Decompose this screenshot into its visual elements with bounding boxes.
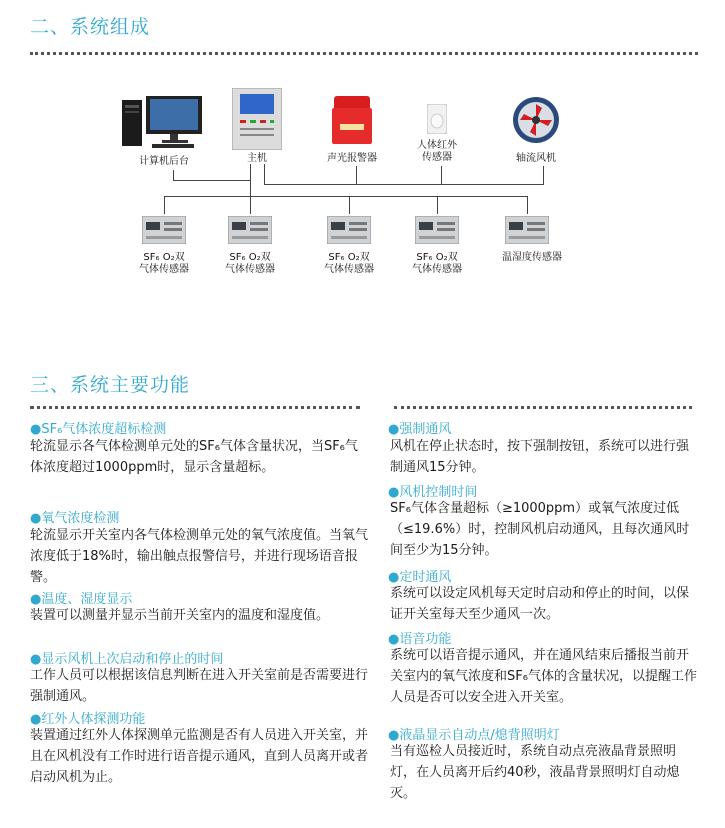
feature-body: 系统可以语音提示通风，并在通风结束后播报当前开关室内的氧气浓度和SF₆气体的含量状况，以提醒工作人员是否可以安全进入开关室。 <box>390 648 697 705</box>
connector-line <box>250 164 251 196</box>
feature-title: ●语音功能 <box>388 632 452 647</box>
section-title-main-functions: 三、系统主要功能 <box>30 374 191 396</box>
section-divider <box>30 52 698 55</box>
feature-title: ●氧气浓度检测 <box>30 511 120 526</box>
feature-body: 风机在停止状态时，按下强制按钮，系统可以进行强制通风15分钟。 <box>390 439 690 475</box>
feature-body: 轮流显示各气体检测单元处的SF₆气体含量状况，当SF₆气体浓度超过1000ppm时，显示含量超标。 <box>30 439 358 475</box>
gas-sensor-icon <box>327 216 371 244</box>
connector-line <box>264 184 544 185</box>
device-label: 温湿度传感器 <box>502 252 562 263</box>
device-label: 轴流风机 <box>516 153 556 164</box>
connector-line <box>164 196 165 214</box>
feature-body: 装置可以测量并显示当前开关室内的温度和湿度值。 <box>30 608 330 623</box>
feature-body: 装置通过红外人体探测单元监测是否有人员进入开关室，并且在风机没有工作时进行语音提示通风，直到人员离开或者启动风机为止。 <box>30 728 369 785</box>
connector-line <box>356 166 357 184</box>
main-unit-icon <box>232 88 282 150</box>
feature-title: ●定时通风 <box>388 570 452 585</box>
feature-title: ●显示风机上次启动和停止的时间 <box>30 652 224 667</box>
device-label: 声光报警器 <box>327 153 377 164</box>
connector-line <box>173 180 250 181</box>
feature-title: ●液晶显示自动点/熄背照明灯 <box>388 728 560 743</box>
device-label: SF₆ O₂双 气体传感器 <box>139 252 189 275</box>
device-label: SF₆ O₂双 气体传感器 <box>225 252 275 275</box>
connector-line <box>527 196 528 214</box>
connector-line <box>164 196 528 197</box>
connector-line <box>543 166 544 184</box>
fan-icon <box>512 96 560 144</box>
feature-body: 系统可以设定风机每天定时启动和停止的时间，以保证开关室每天至少通风一次。 <box>390 586 690 622</box>
alarm-icon <box>332 96 372 144</box>
computer-icon <box>122 96 206 150</box>
connector-line <box>349 196 350 214</box>
gas-sensor-icon <box>415 216 459 244</box>
connector-line <box>250 196 251 214</box>
device-label: SF₆ O₂双 气体传感器 <box>412 252 462 275</box>
pir-sensor-icon <box>427 104 447 134</box>
connector-line <box>264 164 265 184</box>
connector-line <box>437 196 438 214</box>
feature-title: ●风机控制时间 <box>388 485 478 500</box>
feature-title: ●SF₆气体浓度超标检测 <box>30 422 167 437</box>
device-label: 计算机后台 <box>139 156 189 167</box>
feature-title: ●温度、湿度显示 <box>30 592 133 607</box>
gas-sensor-icon <box>142 216 186 244</box>
connector-line <box>173 170 174 180</box>
gas-sensor-icon <box>228 216 272 244</box>
feature-body: SF₆气体含量超标（≥1000ppm）或氧气浓度过低（≤19.6%）时，控制风机启动通风，且每次通风时间至少为15分钟。 <box>390 501 690 558</box>
device-label: 主机 <box>247 153 267 164</box>
device-label: SF₆ O₂双 气体传感器 <box>324 252 374 275</box>
temp-humidity-sensor-icon <box>505 216 549 244</box>
section-title-system-composition: 二、系统组成 <box>30 16 151 38</box>
feature-body: 轮流显示开关室内各气体检测单元处的氧气浓度值。当氧气浓度低于18%时，输出触点报警信号，并进行现场语音报警。 <box>30 528 369 585</box>
section-divider <box>394 406 692 409</box>
section-divider <box>30 406 360 409</box>
feature-title: ●强制通风 <box>388 422 452 437</box>
connector-line <box>441 166 442 184</box>
feature-body: 当有巡检人员接近时，系统自动点亮液晶背景照明灯，在人员离开后约40秒，液晶背景照明灯自动熄灭。 <box>390 744 680 801</box>
device-label: 人体红外 传感器 <box>417 140 457 163</box>
feature-body: 工作人员可以根据该信息判断在进入开关室前是否需要进行强制通风。 <box>30 668 369 704</box>
feature-title: ●红外人体探测功能 <box>30 712 146 727</box>
